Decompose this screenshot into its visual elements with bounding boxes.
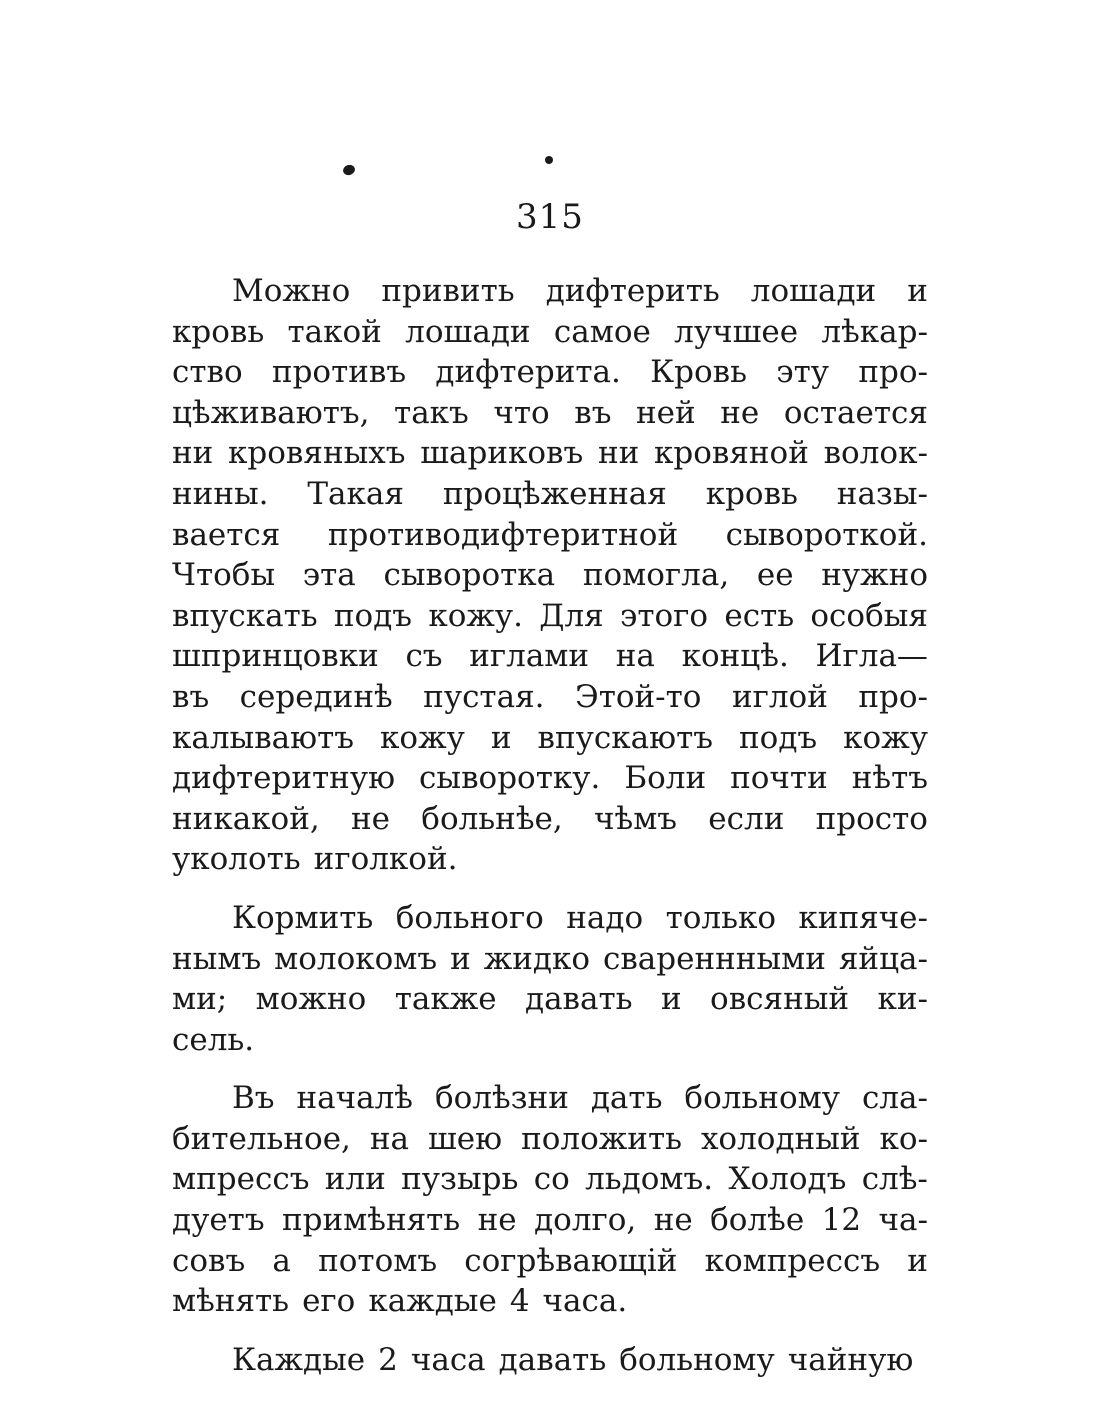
word: не — [351, 800, 391, 837]
text-line — [172, 758, 928, 799]
word: противодифтеритной — [327, 516, 679, 553]
word: впускаютъ — [537, 719, 713, 756]
paragraph — [172, 898, 928, 1060]
word: также — [394, 981, 497, 1018]
word: 4 — [509, 1283, 530, 1320]
word: лошади — [405, 313, 531, 350]
text-line — [172, 555, 928, 596]
word: и — [660, 981, 682, 1018]
word: эту — [776, 354, 830, 391]
word: и — [907, 1242, 928, 1279]
text-line — [172, 474, 928, 515]
text-line — [172, 596, 928, 637]
word: пузырь — [401, 1161, 519, 1198]
word: нужно — [821, 557, 928, 594]
word: ство — [172, 354, 243, 391]
word: мпрессъ — [172, 1161, 310, 1198]
word: ча- — [878, 1202, 928, 1239]
word: только — [665, 899, 777, 936]
word: больному — [684, 1080, 840, 1117]
word: остается — [783, 394, 928, 431]
word: такой — [287, 313, 382, 350]
word: есть — [724, 597, 795, 634]
word: шею — [427, 1120, 503, 1157]
word: не — [477, 1202, 517, 1239]
word: нины. — [172, 475, 269, 512]
text-line — [172, 312, 928, 353]
word: ми; — [172, 981, 228, 1018]
paragraph — [172, 1078, 928, 1322]
word: подъ — [333, 597, 413, 634]
word: началѣ — [296, 1080, 413, 1117]
word: сыворотку. — [419, 760, 601, 797]
word: кожу — [380, 719, 465, 756]
word: дифтерить — [545, 273, 720, 309]
word: согрѣвающій — [464, 1242, 678, 1279]
word: холодный — [700, 1120, 861, 1157]
text-line — [172, 1078, 928, 1119]
word: дать — [590, 1080, 663, 1117]
page-number: 315 — [516, 197, 584, 237]
word: его — [302, 1283, 356, 1320]
text-line — [172, 1119, 928, 1160]
word: молокомъ — [274, 940, 438, 977]
word: шариковъ — [420, 435, 584, 472]
word: кровяной — [654, 435, 809, 472]
word: можно — [255, 981, 367, 1018]
word: ки- — [877, 981, 928, 1018]
word: лучшее — [674, 313, 799, 350]
word: волок- — [823, 435, 928, 472]
word: сла- — [861, 1080, 928, 1117]
word: яйца- — [838, 940, 928, 977]
text-line — [172, 393, 928, 434]
word: Этой-то — [574, 678, 702, 715]
text-line — [172, 939, 928, 980]
word: назы- — [836, 475, 928, 512]
word: бительное, — [172, 1120, 351, 1157]
word: ни — [172, 435, 214, 472]
text-line — [172, 636, 928, 677]
word: кожу. — [428, 597, 523, 634]
word: про- — [858, 678, 928, 715]
word: пустая. — [423, 678, 545, 715]
word: сель. — [172, 1021, 255, 1058]
word: съ — [405, 638, 443, 675]
word: со — [533, 1161, 570, 1198]
word: часа — [410, 1341, 486, 1378]
word: льдомъ. — [585, 1161, 714, 1198]
word: ее — [756, 557, 794, 594]
word: дифтерита. — [435, 354, 621, 391]
word: Чтобы — [172, 557, 276, 594]
word: Кровь — [650, 354, 748, 391]
text-line — [172, 1020, 928, 1061]
text-line — [172, 1241, 928, 1282]
word: 12 — [821, 1202, 862, 1239]
text-line — [172, 352, 928, 393]
word: сыворотка — [383, 557, 556, 594]
ink-speck — [342, 163, 357, 177]
word: больнѣе, — [421, 800, 563, 837]
word: кровь — [172, 313, 265, 350]
text-line — [172, 979, 928, 1020]
word: иголкой. — [313, 841, 458, 878]
word: чѣмъ — [594, 800, 678, 837]
word: впускать — [172, 597, 318, 634]
text-line — [172, 799, 928, 840]
word: Въ — [232, 1080, 275, 1117]
text-line — [172, 1281, 928, 1322]
word: въ — [574, 394, 612, 431]
word: шпринцовки — [172, 638, 379, 675]
word: вается — [172, 516, 281, 553]
word: эта — [302, 557, 356, 594]
word: 2 — [378, 1341, 398, 1378]
word: жидко — [483, 940, 591, 977]
word: больному — [619, 1341, 775, 1378]
word: свареннными — [602, 940, 826, 977]
word: кипяче- — [798, 899, 928, 936]
word: потомъ — [318, 1242, 438, 1279]
word: противъ — [271, 354, 407, 391]
word: кожу — [843, 719, 928, 756]
word: если — [708, 800, 785, 837]
text-line — [172, 718, 928, 759]
word: что — [493, 394, 550, 431]
word: такъ — [394, 394, 469, 431]
word: иглой — [731, 678, 828, 715]
word: почти — [730, 760, 828, 797]
word: ней — [636, 394, 696, 431]
word: нѣтъ — [851, 760, 928, 797]
word: Можно — [232, 273, 351, 309]
word: цѣживаютъ, — [172, 394, 370, 431]
word: лѣкар- — [821, 313, 928, 350]
text-line — [172, 515, 928, 556]
word: въ — [172, 678, 210, 715]
word: сывороткой. — [725, 516, 928, 553]
word: чайную — [787, 1341, 914, 1378]
word: этого — [619, 597, 709, 634]
word: часа. — [542, 1283, 628, 1320]
word: иглами — [469, 638, 590, 675]
word: процѣженная — [442, 475, 667, 512]
word: или — [324, 1161, 386, 1198]
word: давать — [498, 1341, 607, 1378]
word: положить — [521, 1120, 682, 1157]
word: уколоть — [172, 841, 301, 878]
word: кровяныхъ — [228, 435, 406, 472]
word: больного — [395, 899, 544, 936]
word: концѣ. — [681, 638, 789, 675]
word: не — [653, 1202, 693, 1239]
word: компрессъ — [704, 1242, 881, 1279]
word: калываютъ — [172, 719, 355, 756]
ink-speck — [545, 156, 553, 164]
word: слѣ- — [861, 1161, 928, 1198]
word: подъ — [739, 719, 818, 756]
word: про- — [858, 354, 928, 391]
word: не — [720, 394, 760, 431]
word: дифтеритную — [172, 760, 396, 797]
word: Игла— — [815, 638, 928, 675]
word: долго, — [534, 1202, 637, 1239]
word: никакой, — [172, 800, 320, 837]
word: совъ — [172, 1242, 246, 1279]
word: ко- — [879, 1120, 928, 1157]
word: примѣнять — [281, 1202, 461, 1239]
word: давать — [524, 981, 633, 1018]
word: Холодъ — [728, 1161, 847, 1198]
text-line — [172, 677, 928, 718]
word: кровь — [705, 475, 798, 512]
word: надо — [566, 899, 644, 936]
word: болѣзни — [434, 1080, 569, 1117]
word: серединѣ — [239, 678, 393, 715]
word: и — [907, 273, 928, 309]
text-line — [172, 433, 928, 474]
word: Для — [539, 597, 604, 634]
word: овсяный — [710, 981, 850, 1018]
body-text — [172, 271, 928, 1380]
word: особыя — [810, 597, 928, 634]
word: самое — [553, 313, 651, 350]
word: дуетъ — [172, 1202, 265, 1239]
word: Каждые — [232, 1341, 366, 1378]
text-line — [172, 1159, 928, 1200]
word: нымъ — [172, 940, 262, 977]
word: на — [615, 638, 655, 675]
text-line — [172, 839, 928, 880]
word: привить — [381, 273, 515, 309]
word: болѣе — [710, 1202, 805, 1239]
word: Такая — [307, 475, 404, 512]
word: Кормить — [232, 899, 374, 936]
word: мѣнять — [172, 1283, 290, 1320]
word: помогла, — [582, 557, 730, 594]
word: просто — [815, 800, 928, 837]
text-line — [172, 1340, 928, 1381]
word: ни — [597, 435, 640, 472]
word: а — [272, 1242, 291, 1279]
word: и — [490, 719, 512, 756]
word: на — [369, 1120, 410, 1157]
text-line — [172, 1200, 928, 1241]
paragraph — [172, 1340, 928, 1381]
word: и — [450, 940, 471, 977]
text-line — [172, 271, 928, 312]
word: Боли — [624, 760, 707, 797]
word: лошади — [750, 273, 877, 309]
word: каждые — [368, 1283, 497, 1320]
paragraph — [172, 271, 928, 880]
text-line — [172, 898, 928, 939]
